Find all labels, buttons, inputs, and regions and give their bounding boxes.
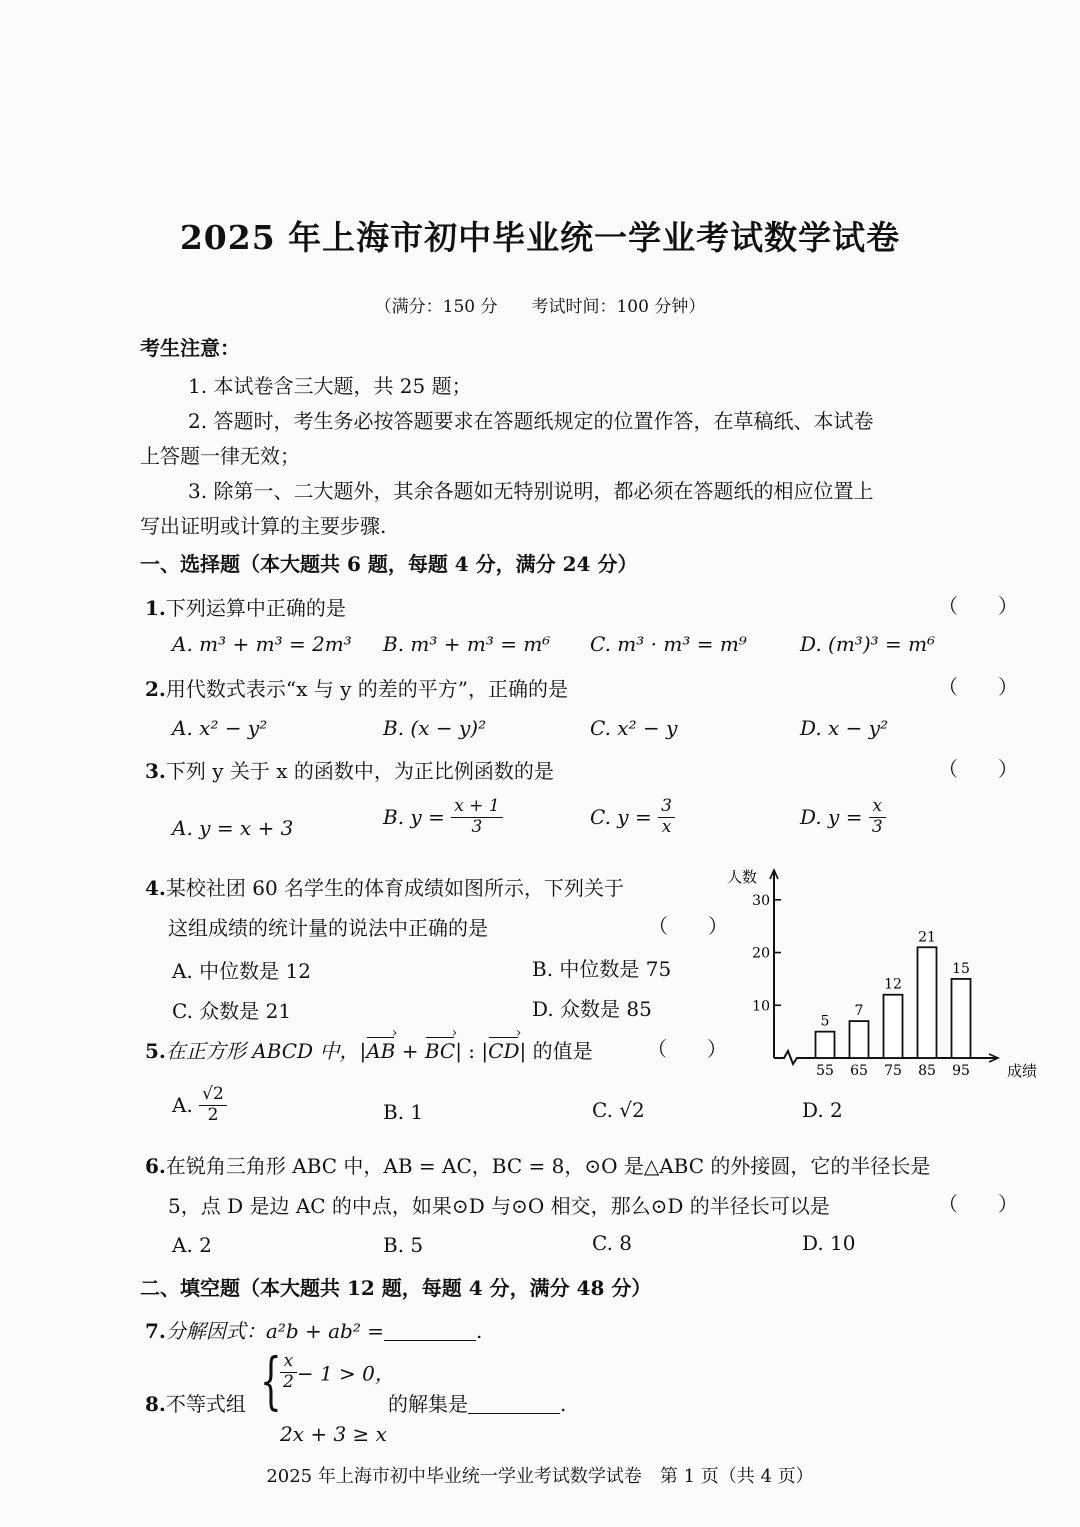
vector-cd: CD › <box>488 1039 519 1063</box>
question-1-option-d: D. (m³)³ = m⁶ <box>800 632 936 656</box>
y-axis-label: 人数 <box>726 868 757 886</box>
question-5-stem: 5.在正方形 ABCD 中，|AB › + BC ›| : |CD ›| 的值是 <box>145 1035 593 1064</box>
page-footer: 2025 年上海市初中毕业统一学业考试数学试卷 第 1 页（共 4 页） <box>266 1466 814 1487</box>
x-tick-label: 55 <box>816 1063 834 1079</box>
x-tick-label: 75 <box>884 1063 902 1079</box>
question-6-stem-2: 5，点 D 是边 AC 的中点，如果⊙D 与⊙O 相交，那么⊙D 的半径长可以是 <box>168 1194 830 1218</box>
bar-75 <box>884 995 903 1058</box>
question-6-option-d: D. 10 <box>802 1231 856 1255</box>
y-tick-label: 30 <box>752 892 770 909</box>
question-7-stem: 7.分解因式：a²b + ab² = . <box>145 1319 483 1343</box>
question-1-stem: 1.下列运算中正确的是 <box>145 596 346 620</box>
bar-95 <box>952 979 971 1058</box>
bar-55 <box>816 1032 835 1058</box>
question-8-tail: 的解集是 . <box>388 1392 567 1416</box>
y-tick-label: 20 <box>752 945 770 962</box>
y-tick-label: 10 <box>752 998 770 1015</box>
notice-item-1: 1. 本试卷含三大题，共 25 题； <box>188 374 472 398</box>
x-axis-label: 成绩 <box>1006 1062 1038 1080</box>
question-6-answer-bracket: （ ） <box>938 1192 1018 1216</box>
bar-65 <box>850 1021 869 1058</box>
question-1-option-c: C. m³ · m³ = m⁹ <box>590 632 747 656</box>
question-5-option-b: B. 1 <box>383 1100 424 1124</box>
question-5-option-a: A. $\frac{√2}{2}$ <box>172 1085 227 1125</box>
question-8-answer-blank[interactable] <box>468 1395 560 1414</box>
question-2-option-b: B. (x − y)² <box>383 716 487 740</box>
bar-value-label: 21 <box>918 929 936 946</box>
question-3-b-fraction: $\frac{x + 1}{3}$ <box>451 797 502 837</box>
question-3-option-c: C. y = $\frac{3}{x}$ <box>590 797 675 837</box>
x-tick-label: 65 <box>850 1063 868 1079</box>
bar-value-label: 5 <box>820 1013 830 1030</box>
notice-item-2a: 2. 答题时，考生务必按答题要求在答题纸规定的位置作答，在草稿纸、本试卷 <box>188 409 874 433</box>
question-1-option-b: B. m³ + m³ = m⁶ <box>383 632 551 656</box>
question-1-number: 1. <box>145 596 166 620</box>
system-brace: { <box>260 1344 282 1417</box>
question-8-inequality-2: 2x + 3 ≥ x <box>280 1422 387 1446</box>
vector-ab: AB › <box>366 1039 395 1063</box>
question-4-option-b: B. 中位数是 75 <box>532 957 672 981</box>
exam-subtitle: （满分：150 分 考试时间：100 分钟） <box>374 297 706 317</box>
question-5-option-c: C. √2 <box>592 1098 645 1122</box>
question-7-answer-blank[interactable] <box>384 1322 476 1341</box>
question-3-option-d: D. y = $\frac{x}{3}$ <box>800 797 886 837</box>
question-5-answer-bracket: （ ） <box>647 1037 727 1061</box>
bar-value-label: 15 <box>952 960 970 977</box>
section-choice-heading: 一、选择题（本大题共 6 题，每题 4 分，满分 24 分） <box>140 552 638 576</box>
question-1-option-a: A. m³ + m³ = 2m³ <box>172 632 352 656</box>
bar-value-label: 7 <box>854 1003 864 1020</box>
question-6-option-a: A. 2 <box>172 1233 212 1257</box>
question-8-inequality-1: $\frac{x}{2}$ − 1 > 0， <box>280 1352 395 1392</box>
question-6-option-b: B. 5 <box>383 1233 424 1257</box>
question-4-option-a: A. 中位数是 12 <box>172 959 311 983</box>
question-5-a-fraction: $\frac{√2}{2}$ <box>199 1085 227 1125</box>
question-4-stem-2: 这组成绩的统计量的说法中正确的是 <box>168 916 488 940</box>
question-2-stem: 2.用代数式表示“x 与 y 的差的平方”，正确的是 <box>145 677 568 701</box>
question-4-stem-1: 4.某校社团 60 名学生的体育成绩如图所示，下列关于 <box>145 876 625 900</box>
score-bar-chart <box>726 862 1038 1087</box>
question-4-answer-bracket: （ ） <box>648 914 728 938</box>
question-8-label: 8.不等式组 <box>145 1392 246 1416</box>
question-2-option-d: D. x − y² <box>800 716 889 740</box>
question-4-option-d: D. 众数是 85 <box>532 997 652 1021</box>
question-1-answer-bracket: （ ） <box>938 594 1018 618</box>
question-6-option-c: C. 8 <box>592 1231 633 1255</box>
question-3-answer-bracket: （ ） <box>938 757 1018 781</box>
question-2-option-a: A. x² − y² <box>172 716 268 740</box>
question-3-stem: 3.下列 y 关于 x 的函数中，为正比例函数的是 <box>145 759 554 783</box>
notice-item-3b: 写出证明或计算的主要步骤. <box>140 514 387 538</box>
question-2-answer-bracket: （ ） <box>938 675 1018 699</box>
bar-85 <box>918 947 937 1058</box>
question-4-option-c: C. 众数是 21 <box>172 999 292 1023</box>
question-3-d-fraction: $\frac{x}{3}$ <box>869 797 886 837</box>
question-3-option-a: A. y = x + 3 <box>172 816 294 840</box>
question-3-option-b: B. y = $\frac{x + 1}{3}$ <box>383 797 503 837</box>
x-tick-label: 95 <box>952 1063 970 1079</box>
question-5-option-d: D. 2 <box>802 1098 843 1122</box>
notice-item-2b: 上答题一律无效； <box>140 444 300 468</box>
question-2-option-c: C. x² − y <box>590 716 678 740</box>
bar-value-label: 12 <box>884 976 902 993</box>
x-tick-label: 85 <box>918 1063 936 1079</box>
question-3-c-fraction: $\frac{3}{x}$ <box>658 797 675 837</box>
question-6-stem-1: 6.在锐角三角形 ABC 中，AB = AC，BC = 8，⊙O 是△ABC 的外接圆，它的半径长是 <box>145 1154 931 1178</box>
notice-heading: 考生注意： <box>140 336 240 360</box>
vector-bc: BC › <box>425 1039 455 1063</box>
section-fill-heading: 二、填空题（本大题共 12 题，每题 4 分，满分 48 分） <box>140 1276 652 1300</box>
notice-item-3a: 3. 除第一、二大题外，其余各题如无特别说明，都必须在答题纸的相应位置上 <box>188 479 874 503</box>
exam-title: 2025 年上海市初中毕业统一学业考试数学试卷 <box>179 218 901 257</box>
